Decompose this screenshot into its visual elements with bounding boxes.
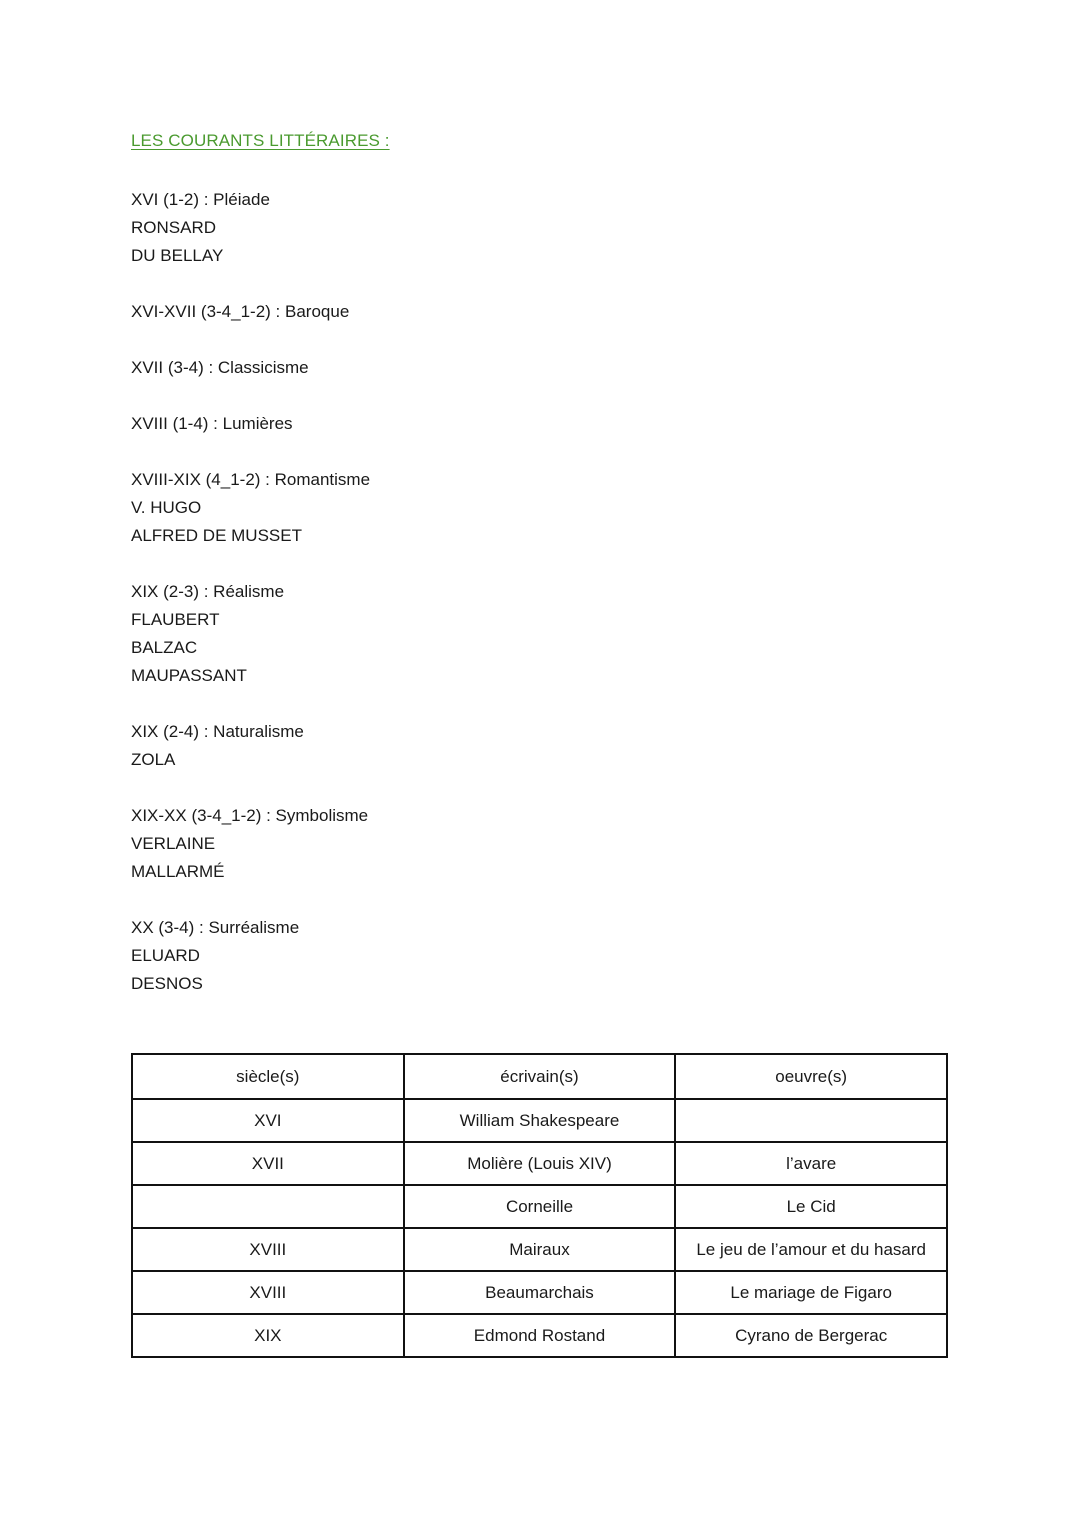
work-cell	[675, 1099, 947, 1142]
author-name: DESNOS	[131, 974, 203, 993]
movement-heading: XX (3-4) : Surréalisme	[131, 918, 300, 937]
writer-cell: Beaumarchais	[404, 1271, 676, 1314]
work-cell: Cyrano de Bergerac	[675, 1314, 947, 1357]
movement-lumieres	[131, 410, 731, 438]
century-cell: XVII	[132, 1142, 404, 1185]
author-name: RONSARD	[131, 218, 217, 237]
page-title: LES COURANTS LITTÉRAIRES :	[131, 131, 390, 150]
author-name: BALZAC	[131, 638, 198, 657]
author-name: MAUPASSANT	[131, 666, 247, 685]
table-row	[132, 1228, 947, 1271]
table-row	[132, 1314, 947, 1357]
century-cell: XVIII	[132, 1228, 404, 1271]
author-name: V. HUGO	[131, 498, 202, 517]
column-header-work: oeuvre(s)	[675, 1054, 947, 1099]
author-name: MALLARMÉ	[131, 862, 225, 881]
author-name: ZOLA	[131, 750, 176, 769]
movement-heading: XVI (1-2) : Pléiade	[131, 190, 270, 209]
movement-baroque	[131, 298, 731, 326]
movement-heading: XVI-XVII (3-4_1-2) : Baroque	[131, 302, 350, 321]
table-row	[132, 1185, 947, 1228]
movement-heading: XVII (3-4) : Classicisme	[131, 358, 309, 377]
movement-heading: XIX (2-3) : Réalisme	[131, 582, 285, 601]
work-cell: Le jeu de l’amour et du hasard	[675, 1228, 947, 1271]
movement-heading: XVIII-XIX (4_1-2) : Romantisme	[131, 470, 371, 489]
movement-heading: XVIII (1-4) : Lumières	[131, 414, 293, 433]
century-cell: XVI	[132, 1099, 404, 1142]
movement-realisme	[131, 578, 731, 690]
movement-pleiade	[131, 186, 731, 270]
movement-surrealisme	[131, 914, 731, 998]
column-header-writer: écrivain(s)	[404, 1054, 676, 1099]
century-cell: XIX	[132, 1314, 404, 1357]
table-row	[132, 1142, 947, 1185]
table-row	[132, 1099, 947, 1142]
column-header-century: siècle(s)	[132, 1054, 404, 1099]
work-cell: Le mariage de Figaro	[675, 1271, 947, 1314]
table-row	[132, 1271, 947, 1314]
writer-cell: Edmond Rostand	[404, 1314, 676, 1357]
writer-cell: Mairaux	[404, 1228, 676, 1271]
author-name: DU BELLAY	[131, 246, 224, 265]
work-cell: Le Cid	[675, 1185, 947, 1228]
century-cell	[132, 1185, 404, 1228]
author-name: FLAUBERT	[131, 610, 220, 629]
works-table	[131, 1053, 948, 1358]
movement-naturalisme	[131, 718, 731, 774]
author-name: ALFRED DE MUSSET	[131, 526, 302, 545]
writer-cell: Molière (Louis XIV)	[404, 1142, 676, 1185]
movement-romantisme	[131, 466, 731, 550]
movement-classicisme	[131, 354, 731, 382]
table-header-row	[132, 1054, 947, 1099]
movement-heading: XIX-XX (3-4_1-2) : Symbolisme	[131, 806, 369, 825]
writer-cell: Corneille	[404, 1185, 676, 1228]
movement-heading: XIX (2-4) : Naturalisme	[131, 722, 304, 741]
work-cell: l’avare	[675, 1142, 947, 1185]
author-name: VERLAINE	[131, 834, 216, 853]
author-name: ELUARD	[131, 946, 200, 965]
movements-list	[131, 186, 731, 1026]
writer-cell: William Shakespeare	[404, 1099, 676, 1142]
century-cell: XVIII	[132, 1271, 404, 1314]
movement-symbolisme	[131, 802, 731, 886]
